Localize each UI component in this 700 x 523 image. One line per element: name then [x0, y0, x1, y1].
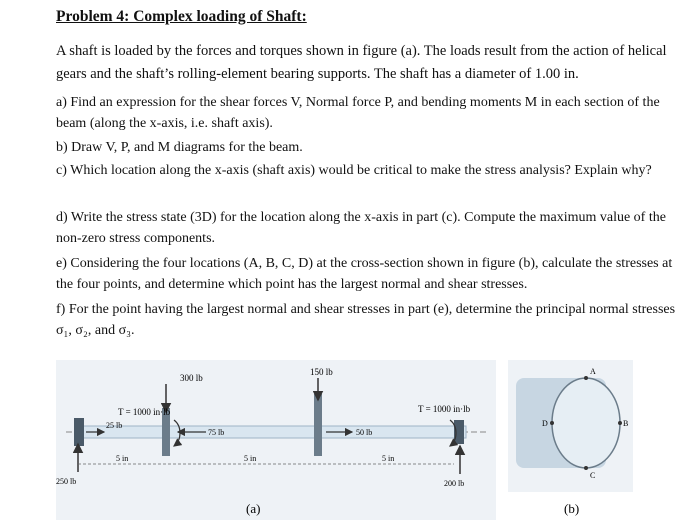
problem-title: Problem 4: Complex loading of Shaft:	[56, 8, 307, 25]
question-f: f) For the point having the largest normal and shear stresses in part (e), determine the principal normal stresses σ₁, σ₂, and σ₃.	[56, 302, 676, 338]
figure-a-caption: (a)	[246, 501, 261, 516]
question-d: d) Write the stress state (3D) for the location along the x-axis in part (c). Compute the maximum value of the non-zero stress components.	[56, 210, 666, 246]
point-b-label: B	[623, 419, 629, 428]
figure-a-background	[56, 360, 496, 520]
axial-25-label: 25 lb	[106, 421, 123, 430]
question-b: b) Draw V, P, and M diagrams for the beam.	[56, 140, 303, 155]
point-b-marker	[618, 421, 622, 425]
reaction-right-label: 200 lb	[444, 479, 465, 488]
point-a-marker	[584, 376, 588, 380]
point-a-label: A	[590, 367, 596, 376]
figure-a-shaft-diagram	[56, 360, 496, 520]
dimension-2-label: 5 in	[244, 454, 257, 463]
figure-b-cross-section	[508, 360, 633, 520]
load-150-label: 150 lb	[310, 367, 333, 377]
figure-b-caption: (b)	[564, 501, 580, 516]
point-c-marker	[584, 466, 588, 470]
question-e: e) Considering the four locations (A, B, C, D) at the cross-section shown in figure (b), calculate the stresses at the four points, and determine which point has the largest normal and shear stresses.	[56, 256, 673, 292]
question-c: c) Which location along the x-axis (shaft axis) would be critical to make the stress analysis? Explain why?	[56, 163, 652, 178]
dimension-3-label: 5 in	[382, 454, 395, 463]
shaft-cross-section	[552, 378, 620, 468]
axial-50-label: 50 lb	[356, 428, 373, 437]
shaft-body	[78, 426, 466, 438]
dimension-1-label: 5 in	[116, 454, 129, 463]
question-a: a) Find an expression for the shear forces V, Normal force P, and bending moments M in each section of the beam (along the x-axis, i.e. shaft axis).	[56, 95, 660, 131]
torque-left-label: T = 1000 in·lb	[118, 407, 171, 417]
left-bearing	[74, 418, 84, 446]
problem-intro: A shaft is loaded by the forces and torques shown in figure (a). The loads result from the action of helical gears and the shaft’s rolling-element bearing supports. The shaft has a diameter of 1.00 in.	[56, 43, 667, 82]
axial-75-label: 75 lb	[208, 428, 225, 437]
point-d-marker	[550, 421, 554, 425]
load-300-label: 300 lb	[180, 373, 203, 383]
point-c-label: C	[590, 471, 596, 480]
torque-right-label: T = 1000 in·lb	[418, 404, 471, 414]
reaction-left-label: 250 lb	[56, 477, 77, 486]
right-gear	[314, 394, 322, 456]
point-d-label: D	[542, 419, 548, 428]
